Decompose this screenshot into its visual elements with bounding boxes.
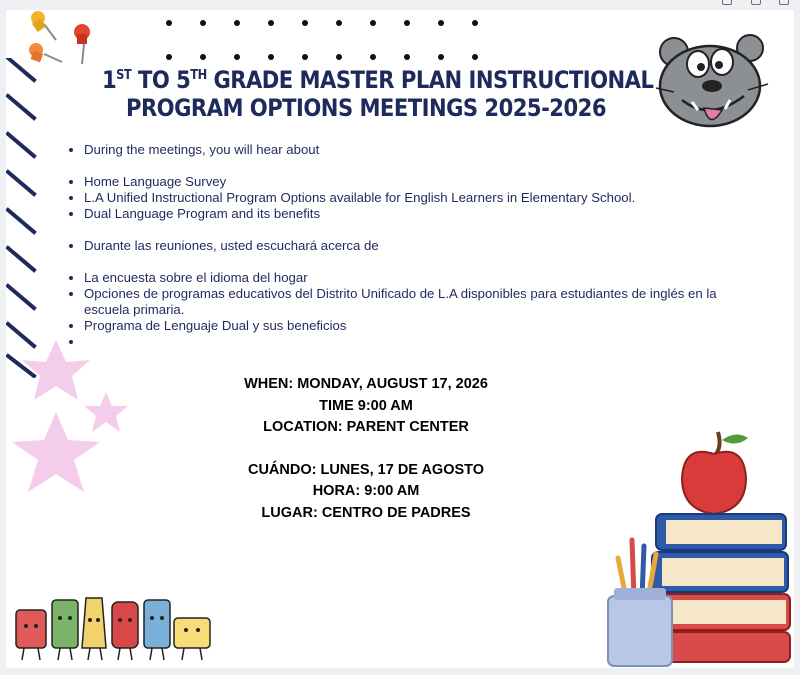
when-spanish: CUÁNDO: LUNES, 17 DE AGOSTO bbox=[247, 461, 485, 478]
list-item: • Programa de Lenguaje Dual y sus beneficios bbox=[84, 318, 764, 334]
toolbar-icon-2[interactable] bbox=[751, 0, 761, 5]
event-details bbox=[166, 374, 566, 524]
toolbar-icon-3[interactable] bbox=[779, 0, 789, 5]
time-spanish: HORA: 9:00 AM bbox=[312, 483, 420, 499]
star-icon bbox=[8, 340, 138, 500]
diagonal-stripes bbox=[6, 58, 46, 378]
list-item: • Opciones de programas educativos del Distrito Unificado de L.A disponibles para estudiantes de inglés en la escuela primaria. bbox=[84, 286, 764, 318]
title-line-1: 1ST TO 5TH GRADE MASTER PLAN INSTRUCTIONAL bbox=[102, 66, 654, 94]
list-item: • Dual Language Program and its benefits bbox=[84, 206, 764, 222]
when-english: WHEN: MONDAY, AUGUST 17, 2026 bbox=[244, 376, 488, 392]
info-bullet-list bbox=[68, 142, 764, 350]
title-line-2: PROGRAM OPTIONS MEETINGS 2025-2026 bbox=[125, 94, 606, 122]
time-english: TIME 9:00 AM bbox=[319, 397, 413, 414]
spacer bbox=[166, 439, 566, 460]
location-spanish: LUGAR: CENTRO DE PADRES bbox=[261, 504, 471, 521]
viewer-toolbar bbox=[0, 0, 800, 10]
list-item: • Durante las reuniones, usted escuchará acerca de bbox=[84, 238, 764, 254]
apple-books-pencils-icon bbox=[594, 428, 794, 668]
flyer-page bbox=[6, 10, 794, 668]
list-item bbox=[84, 334, 764, 350]
list-item: • Home Language Survey bbox=[84, 174, 764, 190]
school-supplies-characters-icon bbox=[10, 588, 230, 668]
panther-mascot-icon bbox=[652, 30, 772, 140]
list-item: • La encuesta sobre el idioma del hogar bbox=[84, 270, 764, 286]
toolbar-icon-1[interactable] bbox=[722, 0, 732, 5]
list-item: • L.A Unified Instructional Program Options available for English Learners in Elementary School. bbox=[84, 190, 764, 206]
page-title bbox=[102, 66, 654, 122]
list-item: • During the meetings, you will hear about bbox=[84, 142, 764, 158]
location-english: LOCATION: PARENT CENTER bbox=[263, 419, 469, 435]
